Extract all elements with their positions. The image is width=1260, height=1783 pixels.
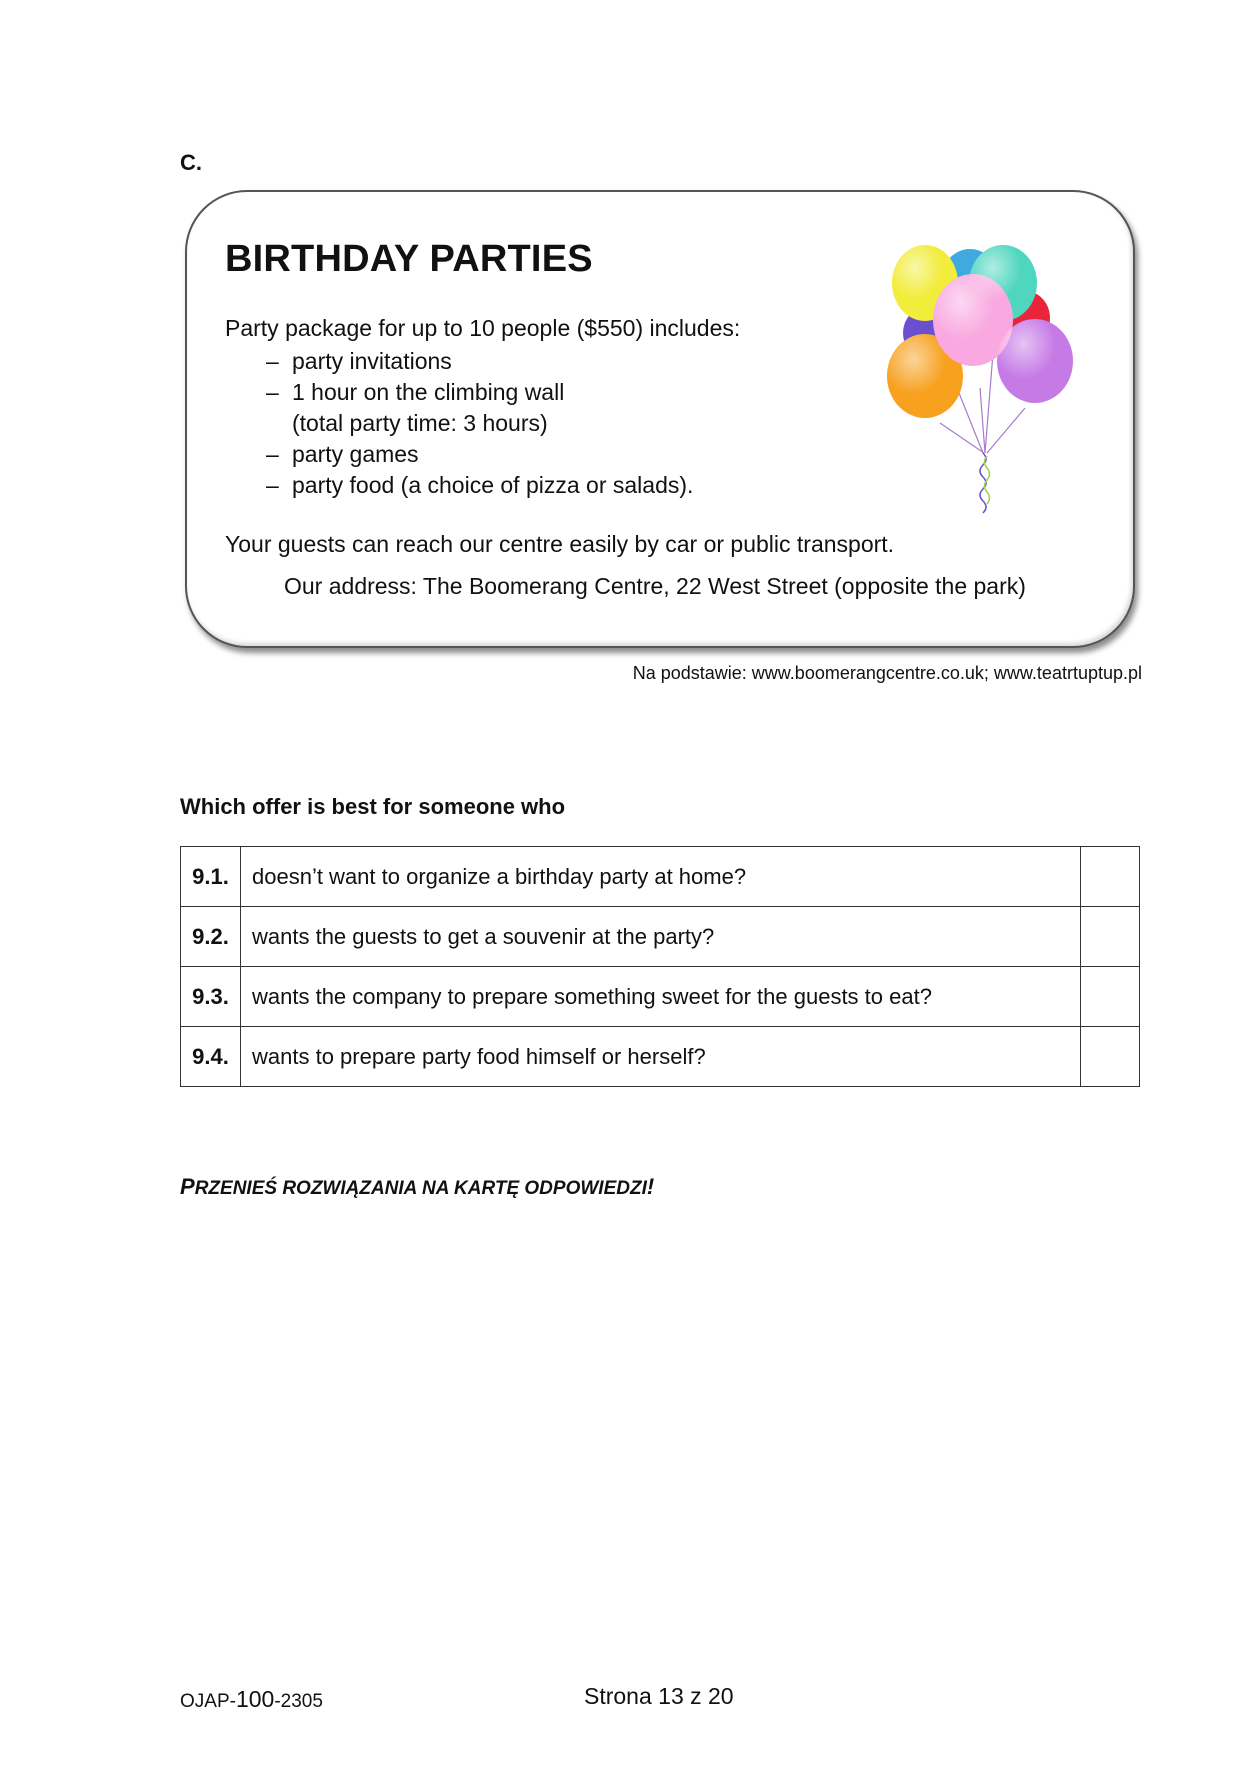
question-number: 9.1. xyxy=(181,847,241,907)
package-item: – party games xyxy=(266,439,693,470)
dash-bullet: – xyxy=(266,441,279,467)
balloons-image xyxy=(885,238,1085,528)
question-heading: Which offer is best for someone who xyxy=(180,794,566,819)
advert-package-list xyxy=(266,346,693,501)
package-item-note: (total party time: 3 hours) xyxy=(292,410,548,436)
advert-title: BIRTHDAY PARTIES xyxy=(225,238,593,280)
transfer-answers-note: PRZENIEŚ ROZWIĄZANIA NA KARTĘ ODPOWIEDZI! xyxy=(180,1174,655,1199)
package-item: – party food (a choice of pizza or salads). xyxy=(266,470,693,501)
table-row xyxy=(181,847,1140,907)
table-row xyxy=(181,907,1140,967)
source-attribution: Na podstawie: www.boomerangcentre.co.uk; www.teatrtuptup.pl xyxy=(632,663,1142,683)
advert-transport-text: Your guests can reach our centre easily by car or public transport. xyxy=(225,531,895,557)
questions-table xyxy=(180,846,1140,1087)
table-row xyxy=(181,1027,1140,1087)
question-number: 9.3. xyxy=(181,967,241,1027)
question-number: 9.4. xyxy=(181,1027,241,1087)
question-text: wants the guests to get a souvenir at the party? xyxy=(241,907,1081,967)
answer-cell[interactable] xyxy=(1081,847,1140,907)
page-number: Strona 13 z 20 xyxy=(584,1683,734,1709)
exam-code: OJAP-100-2305 xyxy=(180,1686,323,1712)
dash-bullet: – xyxy=(266,379,279,405)
table-row xyxy=(181,967,1140,1027)
advert-address: Our address: The Boomerang Centre, 22 West Street (opposite the park) xyxy=(284,573,1026,599)
answer-cell[interactable] xyxy=(1081,967,1140,1027)
dash-bullet: – xyxy=(266,348,279,374)
question-number: 9.2. xyxy=(181,907,241,967)
question-text: wants the company to prepare something sweet for the guests to eat? xyxy=(241,967,1081,1027)
answer-cell[interactable] xyxy=(1081,907,1140,967)
section-letter: C. xyxy=(180,150,202,175)
package-item: – 1 hour on the climbing wall xyxy=(266,377,693,408)
advert-intro: Party package for up to 10 people ($550) includes: xyxy=(225,315,741,341)
question-text: wants to prepare party food himself or herself? xyxy=(241,1027,1081,1087)
package-item: – party invitations xyxy=(266,346,693,377)
ribbon-curls xyxy=(980,453,990,513)
answer-cell[interactable] xyxy=(1081,1027,1140,1087)
question-text: doesn’t want to organize a birthday party at home? xyxy=(241,847,1081,907)
dash-bullet: – xyxy=(266,472,279,498)
